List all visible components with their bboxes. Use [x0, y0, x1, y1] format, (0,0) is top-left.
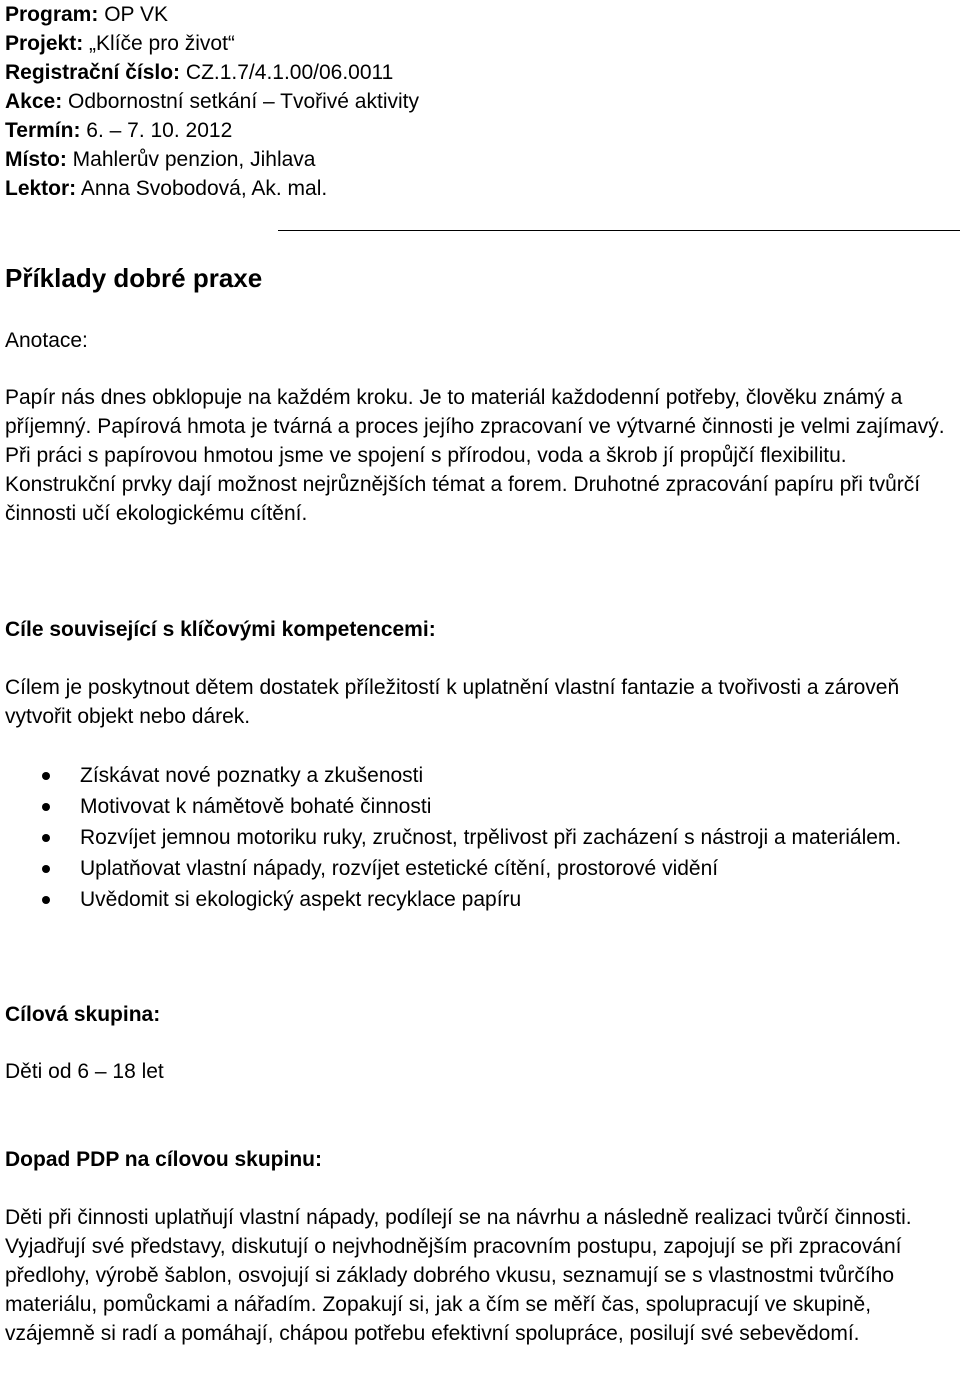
meta-value: CZ.1.7/4.1.00/06.0011: [185, 61, 394, 84]
meta-value: Mahlerův penzion, Jihlava: [72, 148, 316, 171]
meta-value: OP VK: [104, 3, 169, 26]
page-title: Příklady dobré praxe: [5, 263, 263, 293]
meta-label: Registrační číslo:: [5, 61, 181, 84]
anotace-heading: Anotace:: [5, 329, 88, 352]
meta-akce: [5, 87, 955, 116]
dopad-text: Děti při činnosti uplatňují vlastní nápady, podílejí se na návrhu a následně realizaci tvůrčí činnosti. Vyjadřují své představy, diskutují o nejvhodnějším pracovním postupu, zapojují se při zpracování předlohy, výrobě šablon, osvojují si základy dobrého vkusu, seznamují se s vlastnostmi tvůrčího materiálu, pomůckami a nářadím. Zopakují si, jak a čím se měří čas, spolupracují ve skupině, vzájemně si radí a pomáhají, chápou potřebu efektivní spolupráce, posilují své sebevědomí.: [5, 1206, 912, 1345]
anotace-text: Papír nás dnes obklopuje na každém kroku. Je to materiál každodenní potřeby, člověku známý a příjemný. Papírová hmota je tvárná a proces jejího zpracovaní ve výtvarné činnosti je velmi zajímavý. Při práci s papírovou hmotou jsme ve spojení s přírodou, voda a škrob jí propůjčí flexibilitu. Konstrukční prvky dají možnost nejrůznějších témat a forem. Druhotné zpracování papíru při tvůrčí činnosti učí ekologickému cítění.: [5, 386, 945, 525]
meta-label: Termín:: [5, 119, 81, 142]
horizontal-divider: [278, 230, 960, 231]
meta-registracni-cislo: [5, 58, 955, 87]
meta-value: Anna Svobodová, Ak. mal.: [80, 177, 328, 200]
bullet-icon: [42, 896, 50, 904]
list-item: [5, 823, 955, 852]
cilova-skupina-heading: Cílová skupina:: [5, 1003, 161, 1026]
meta-label: Místo:: [5, 148, 67, 171]
cilova-skupina-value: Děti od 6 – 18 let: [5, 1060, 164, 1083]
bullet-icon: [42, 803, 50, 811]
list-item: [5, 792, 955, 821]
list-item-text: Uplatňovat vlastní nápady, rozvíjet estetické cítění, prostorové vidění: [80, 857, 719, 880]
meta-value: Odbornostní setkání – Tvořivé aktivity: [68, 90, 419, 113]
list-item-text: Uvědomit si ekologický aspekt recyklace papíru: [80, 888, 522, 911]
meta-program: [5, 0, 955, 29]
bullet-icon: [42, 772, 50, 780]
dopad-paragraph: [5, 1203, 955, 1348]
dopad-heading: Dopad PDP na cílovou skupinu:: [5, 1148, 322, 1171]
list-item-text: Získávat nové poznatky a zkušenosti: [80, 764, 424, 787]
anotace-paragraph: [5, 383, 955, 528]
list-item-text: Motivovat k námětově bohaté činnosti: [80, 795, 432, 818]
meta-label: Program:: [5, 3, 99, 26]
list-item: [5, 854, 955, 883]
meta-value: 6. – 7. 10. 2012: [86, 119, 233, 142]
meta-label: Akce:: [5, 90, 63, 113]
cile-heading: Cíle související s klíčovými kompetencemi:: [5, 618, 436, 641]
bullet-icon: [42, 865, 50, 873]
list-item: [5, 761, 955, 790]
list-item: [5, 885, 955, 914]
cile-paragraph: [5, 673, 955, 731]
meta-lektor: [5, 174, 955, 203]
meta-termin: [5, 116, 955, 145]
meta-projekt: [5, 29, 955, 58]
list-item-text: Rozvíjet jemnou motoriku ruky, zručnost, trpělivost při zacházení s nástroji a materiálem.: [80, 826, 902, 849]
cile-bullet-list: [5, 761, 955, 916]
meta-label: Lektor:: [5, 177, 77, 200]
document-page: [5, 0, 955, 203]
meta-value: „Klíče pro život“: [89, 32, 235, 55]
meta-label: Projekt:: [5, 32, 84, 55]
bullet-icon: [42, 834, 50, 842]
cile-text: Cílem je poskytnout dětem dostatek příležitostí k uplatnění vlastní fantazie a tvořivosti a zároveň vytvořit objekt nebo dárek.: [5, 676, 900, 728]
meta-misto: [5, 145, 955, 174]
